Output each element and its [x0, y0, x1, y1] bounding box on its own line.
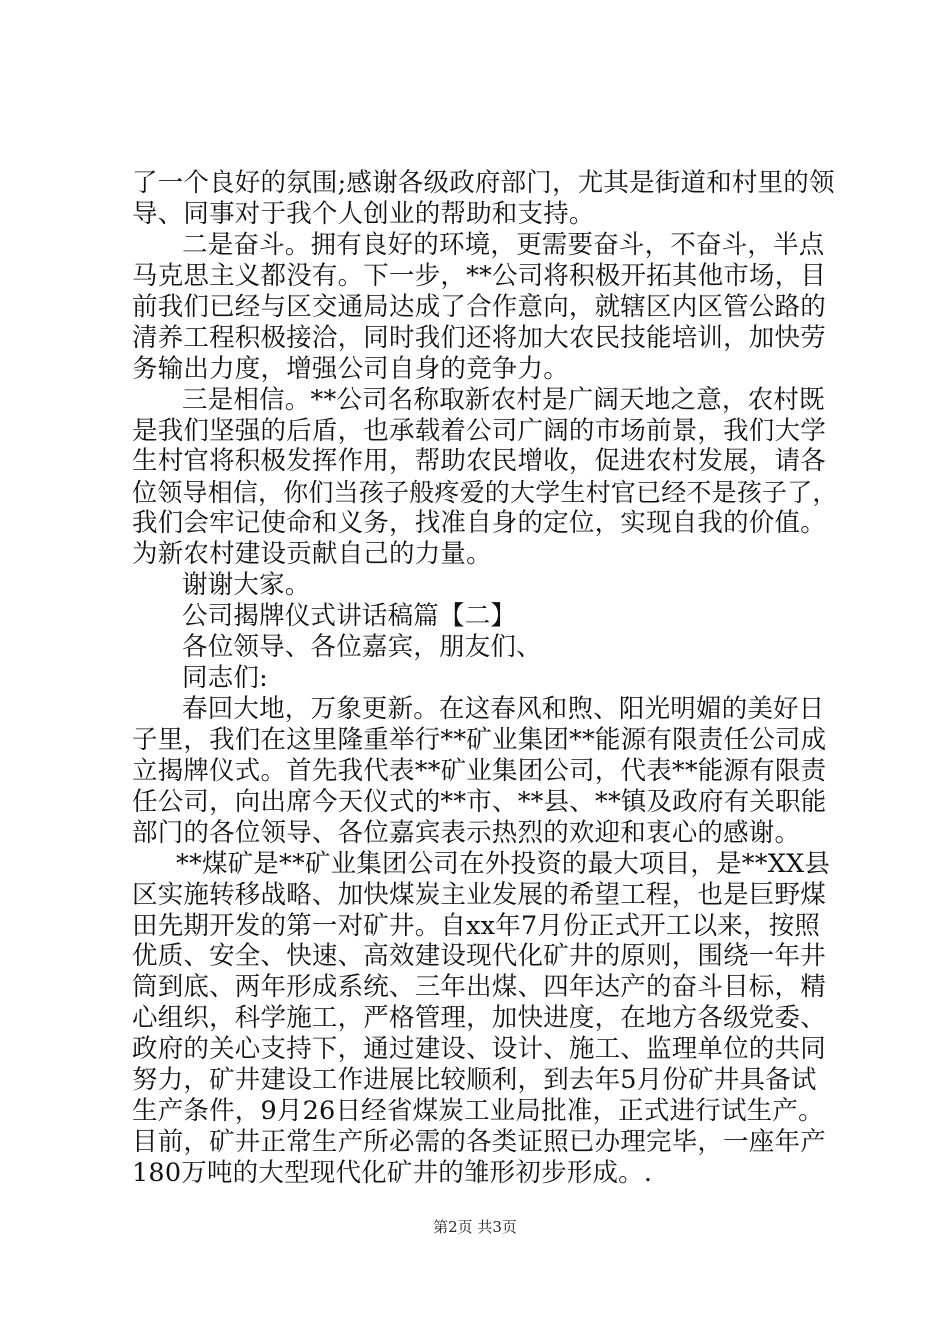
- body-text-line: 生产条件，9月26日经省煤炭工业局批准，正式进行试生产。: [132, 1096, 824, 1126]
- paragraph-first-line: 三是相信。**公司名称取新农村是广阔天地之意，农村既: [182, 385, 825, 415]
- body-text-line: 导、同事对于我个人创业的帮助和支持。: [132, 199, 595, 229]
- body-text-line: 马克思主义都没有。下一步，**公司将积极开拓其他市场，目: [132, 261, 827, 291]
- body-text-line: 心组织，科学施工，严格管理，加快进度，在地方各级党委、: [132, 1003, 826, 1033]
- body-text-line: 部门的各位领导、各位嘉宾表示热烈的欢迎和衷心的感谢。: [132, 818, 801, 848]
- body-text-line: 政府的关心支持下，通过建设、设计、施工、监理单位的共同: [132, 1034, 826, 1064]
- body-text-line: 清养工程积极接洽，同时我们还将加大农民技能培训，加快劳: [132, 323, 826, 353]
- closing-line: 谢谢大家。: [182, 570, 311, 600]
- body-text-line: 生村官将积极发挥作用，帮助农民增收，促进农村发展，请各: [132, 446, 826, 476]
- paragraph-first-line: **煤矿是**矿业集团公司在外投资的最大项目，是**XX县: [176, 849, 831, 879]
- section-heading: 公司揭牌仪式讲话稿篇【二】: [182, 601, 517, 631]
- body-text-line: 是我们坚强的后盾，也承载着公司广阔的市场前景，我们大学: [132, 416, 826, 446]
- body-text-line: 了一个良好的氛围;感谢各级政府部门，尤其是街道和村里的领: [132, 168, 835, 198]
- body-text-line: 180万吨的大型现代化矿井的雏形初步形成。.: [132, 1158, 653, 1188]
- salutation-line: 各位领导、各位嘉宾，朋友们、: [182, 632, 542, 662]
- body-text-line: 任公司，向出席今天仪式的**市、**县、**镇及政府有关职能: [132, 787, 827, 817]
- body-text-line: 目前，矿井正常生产所必需的各类证照已办理完毕，一座年产: [132, 1127, 826, 1157]
- page-number-footer: 第2页 共3页: [433, 1218, 517, 1236]
- paragraph-first-line: 春回大地，万象更新。在这春风和煦、阳光明媚的美好日: [182, 694, 825, 724]
- body-text-line: 优质、安全、快速、高效建设现代化矿井的原则，围绕一年井: [132, 941, 826, 971]
- body-text-line: 子里，我们在这里隆重举行**矿业集团**能源有限责任公司成: [132, 725, 827, 755]
- body-text-line: 筒到底、两年形成系统、三年出煤、四年达产的奋斗目标，精: [132, 972, 826, 1002]
- body-text-line: 努力，矿井建设工作进展比较顺利，到去年5月份矿井具备试: [132, 1065, 817, 1095]
- body-text-line: 立揭牌仪式。首先我代表**矿业集团公司，代表**能源有限责: [132, 756, 827, 786]
- paragraph-first-line: 二是奋斗。拥有良好的环境，更需要奋斗，不奋斗，半点: [182, 230, 825, 260]
- body-text-line: 区实施转移战略、加快煤炭主业发展的希望工程，也是巨野煤: [132, 880, 826, 910]
- body-text-line: 为新农村建设贡献自己的力量。: [132, 539, 492, 569]
- body-text-line: 务输出力度，增强公司自身的竞争力。: [132, 354, 569, 384]
- body-text-line: 位领导相信，你们当孩子般疼爱的大学生村官已经不是孩子了，: [132, 478, 838, 507]
- body-text-line: 前我们已经与区交通局达成了合作意向，就辖区内区管公路的: [132, 292, 826, 322]
- salutation-line: 同志们:: [182, 663, 268, 693]
- body-text-line: 田先期开发的第一对矿井。自xx年7月份正式开工以来，按照: [132, 911, 821, 941]
- body-text-line: 我们会牢记使命和义务，找准自身的定位，实现自我的价值。: [132, 508, 826, 538]
